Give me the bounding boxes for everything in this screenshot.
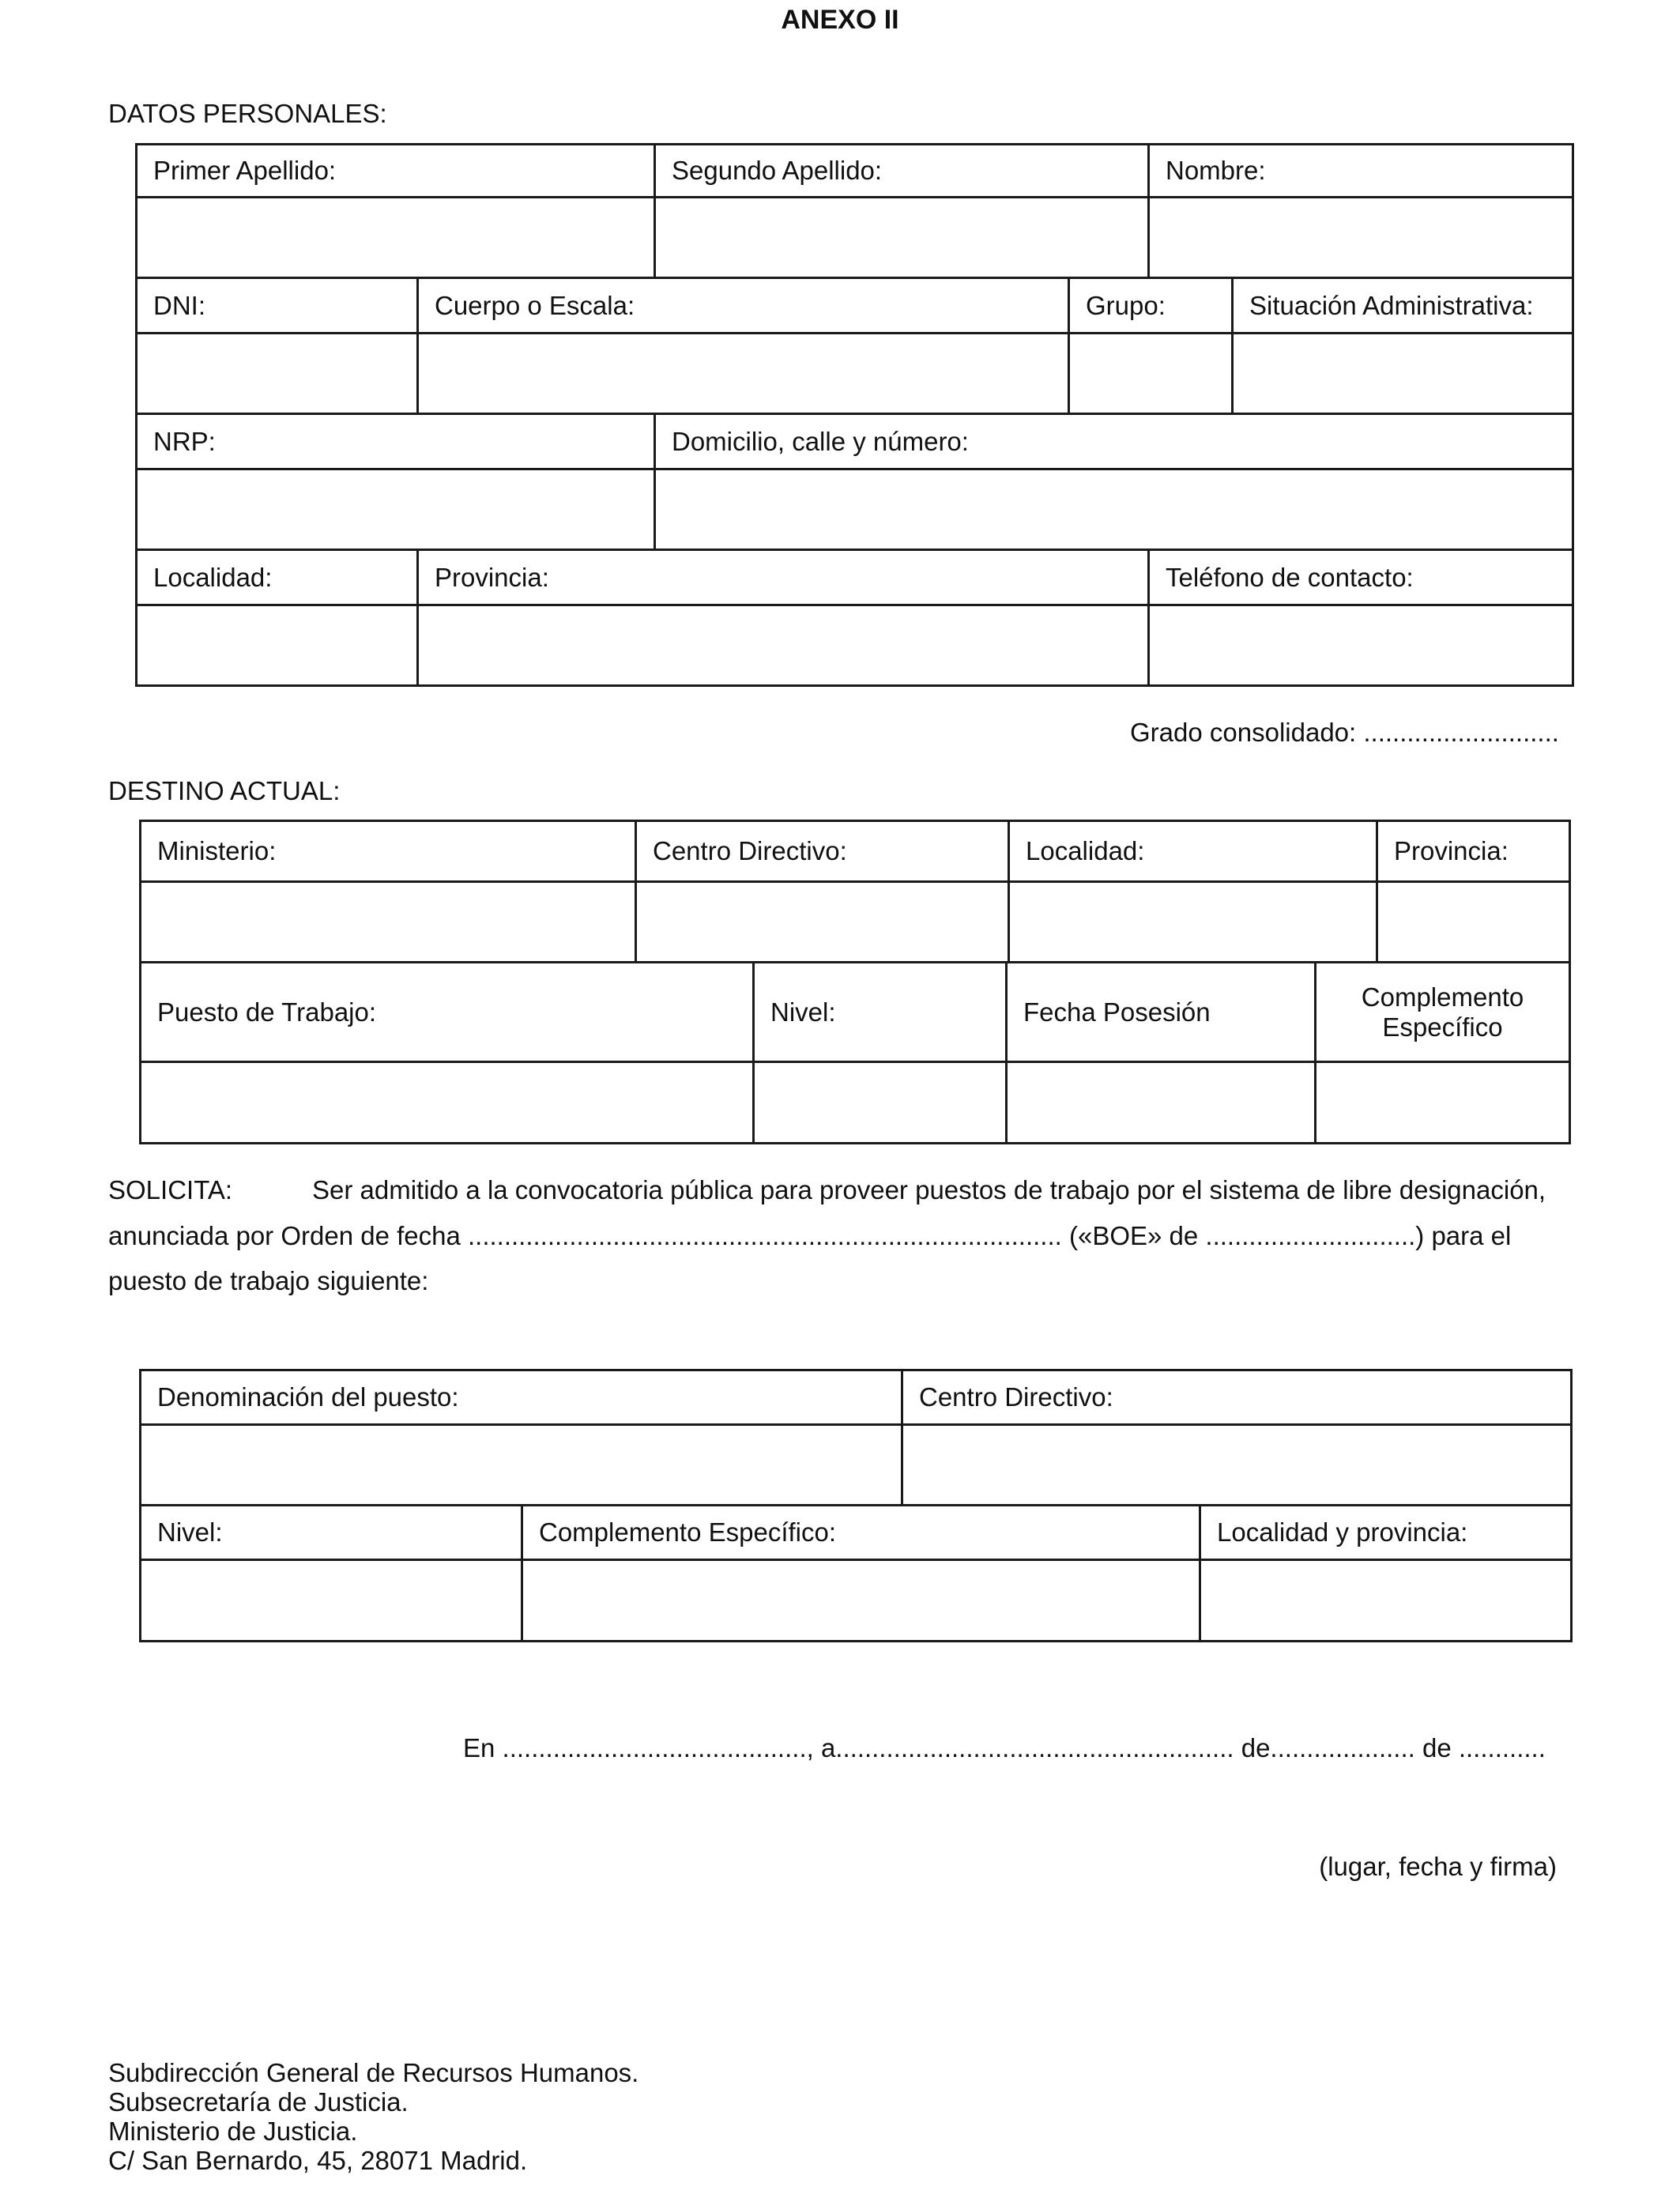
datos-personales-heading: DATOS PERSONALES: <box>108 99 387 128</box>
complemento-especifico-label: Complemento Específico <box>1316 963 1570 1062</box>
denominacion-puesto-label: Denominación del puesto: <box>141 1370 902 1425</box>
footer-line-2: Subsecretaría de Justicia. <box>108 2087 409 2117</box>
footer-line-3: Ministerio de Justicia. <box>108 2117 358 2146</box>
provincia-field[interactable] <box>418 605 1149 686</box>
destino-provincia-field[interactable] <box>1377 882 1570 963</box>
firma-caption: (lugar, fecha y firma) <box>1319 1852 1557 1881</box>
puesto-solicitado-table-b <box>139 1504 1573 1642</box>
denominacion-puesto-field[interactable] <box>141 1425 902 1506</box>
ministerio-field[interactable] <box>141 882 636 963</box>
solicitado-complemento-field[interactable] <box>522 1560 1200 1642</box>
dni-label: DNI: <box>137 278 418 334</box>
situacion-administrativa-label: Situación Administrativa: <box>1233 278 1573 334</box>
localidad-field[interactable] <box>137 605 418 686</box>
solicitado-nivel-field[interactable] <box>141 1560 522 1642</box>
nombre-field[interactable] <box>1149 198 1573 278</box>
grado-consolidado: Grado consolidado: ........................... <box>1130 718 1559 747</box>
solicitado-complemento-label: Complemento Específico: <box>522 1506 1200 1560</box>
cuerpo-escala-label: Cuerpo o Escala: <box>418 278 1069 334</box>
domicilio-field[interactable] <box>655 469 1573 550</box>
telefono-label: Teléfono de contacto: <box>1149 550 1573 605</box>
nivel-field[interactable] <box>754 1062 1007 1144</box>
situacion-administrativa-field[interactable] <box>1233 334 1573 414</box>
localidad-provincia-field[interactable] <box>1200 1560 1572 1642</box>
dni-field[interactable] <box>137 334 418 414</box>
nrp-field[interactable] <box>137 469 655 550</box>
solicita-line-3: puesto de trabajo siguiente: <box>108 1266 429 1295</box>
nrp-label: NRP: <box>137 414 655 469</box>
destino-localidad-field[interactable] <box>1009 882 1377 963</box>
datos-personales-table-c <box>135 413 1574 551</box>
localidad-label: Localidad: <box>137 550 418 605</box>
solicitado-nivel-label: Nivel: <box>141 1506 522 1560</box>
complemento-especifico-field[interactable] <box>1316 1062 1570 1144</box>
cuerpo-escala-field[interactable] <box>418 334 1069 414</box>
datos-personales-table-a <box>135 143 1574 279</box>
localidad-provincia-label: Localidad y provincia: <box>1200 1506 1572 1560</box>
primer-apellido-field[interactable] <box>137 198 655 278</box>
nivel-label: Nivel: <box>754 963 1007 1062</box>
telefono-field[interactable] <box>1149 605 1573 686</box>
nombre-label: Nombre: <box>1149 145 1573 198</box>
puesto-trabajo-field[interactable] <box>141 1062 754 1144</box>
ministerio-label: Ministerio: <box>141 821 636 882</box>
segundo-apellido-label: Segundo Apellido: <box>655 145 1149 198</box>
solicitado-centro-directivo-field[interactable] <box>902 1425 1572 1506</box>
puesto-trabajo-label: Puesto de Trabajo: <box>141 963 754 1062</box>
solicita-line-1: Ser admitido a la convocatoria pública para proveer puestos de trabajo por el sistema de libre designación, <box>312 1175 1546 1204</box>
destino-actual-table-a <box>139 820 1571 963</box>
fecha-posesion-label: Fecha Posesión <box>1007 963 1316 1062</box>
centro-directivo-field[interactable] <box>636 882 1009 963</box>
grupo-label: Grupo: <box>1069 278 1233 334</box>
destino-localidad-label: Localidad: <box>1009 821 1377 882</box>
solicita-label: SOLICITA: <box>108 1175 233 1204</box>
datos-personales-table-d <box>135 548 1574 687</box>
fecha-posesion-field[interactable] <box>1007 1062 1316 1144</box>
provincia-label: Provincia: <box>418 550 1149 605</box>
solicita-line-2: anunciada por Orden de fecha .................................................................................. («BOE» de .............................) para el <box>108 1221 1512 1250</box>
firma-lugar-fecha-line: En .........................................., a....................................................... de.................... de ............ <box>463 1733 1546 1762</box>
footer-line-4: C/ San Bernardo, 45, 28071 Madrid. <box>108 2146 528 2175</box>
datos-personales-table-b <box>135 277 1574 415</box>
centro-directivo-label: Centro Directivo: <box>636 821 1009 882</box>
page-title: ANEXO II <box>781 5 899 35</box>
primer-apellido-label: Primer Apellido: <box>137 145 655 198</box>
domicilio-label: Domicilio, calle y número: <box>655 414 1573 469</box>
destino-provincia-label: Provincia: <box>1377 821 1570 882</box>
puesto-solicitado-table-a <box>139 1369 1573 1506</box>
grupo-field[interactable] <box>1069 334 1233 414</box>
solicitado-centro-directivo-label: Centro Directivo: <box>902 1370 1572 1425</box>
footer-line-1: Subdirección General de Recursos Humanos. <box>108 2058 639 2087</box>
destino-actual-heading: DESTINO ACTUAL: <box>108 776 341 805</box>
destino-actual-table-b <box>139 961 1571 1144</box>
segundo-apellido-field[interactable] <box>655 198 1149 278</box>
